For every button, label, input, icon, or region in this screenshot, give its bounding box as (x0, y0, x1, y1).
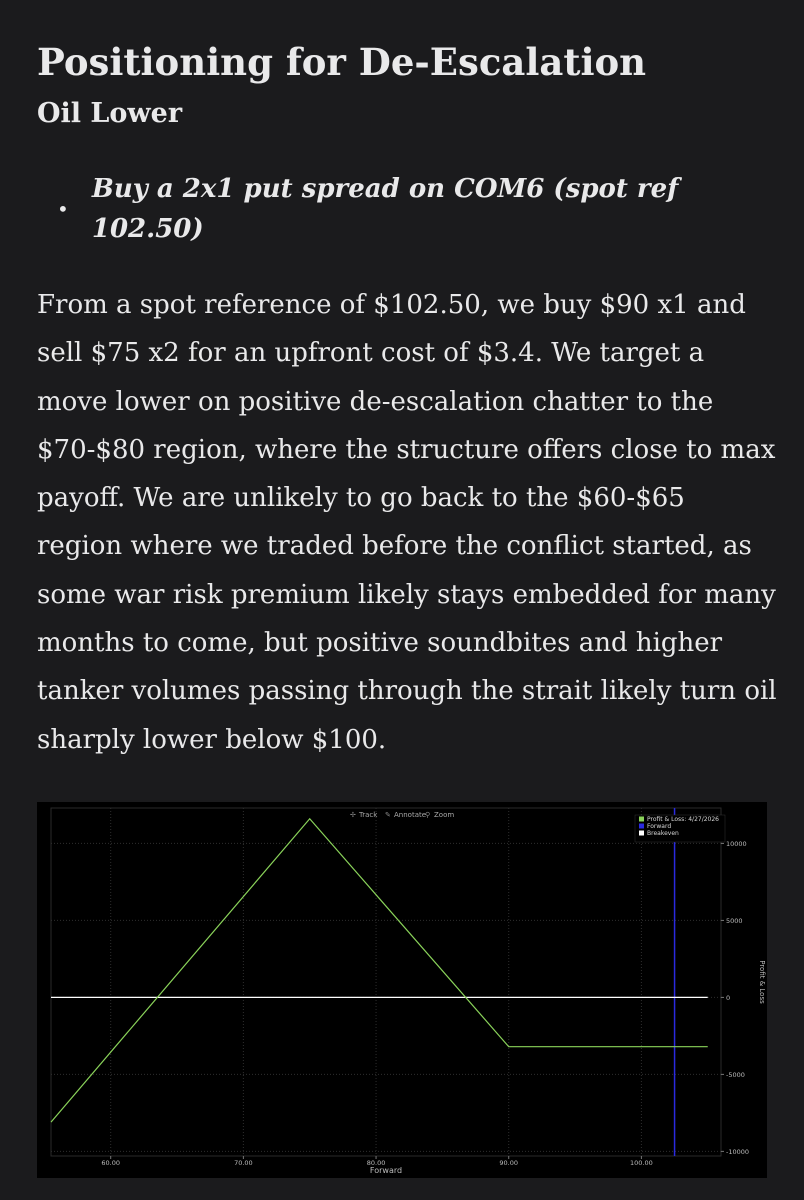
track-label: Track (359, 811, 378, 819)
zoom-button[interactable] (425, 811, 454, 819)
plot-frame (51, 808, 721, 1156)
pnl-chart-svg (37, 802, 767, 1178)
trade-bullet (37, 169, 777, 249)
track-icon: ✢ (350, 811, 356, 819)
chart-toolbar (350, 811, 454, 819)
y-tick-label: -10000 (726, 1147, 750, 1156)
annotate-label: Annotate (394, 811, 427, 819)
chart-legend (635, 815, 725, 842)
zoom-label: Zoom (434, 811, 455, 819)
y-axis-label: Profit & Loss (758, 960, 766, 1004)
x-tick-label: 100.00 (630, 1159, 653, 1167)
x-tick-label: 60.00 (101, 1159, 121, 1167)
legend-swatch (639, 817, 644, 822)
legend-label: Profit & Loss: 4/27/2026 (647, 816, 719, 823)
y-tick-label: 0 (726, 993, 731, 1002)
bullet-text: Buy a 2x1 put spread on COM6 (spot ref 102.50) (91, 174, 679, 244)
bullet-icon: • (57, 197, 69, 221)
article-subtitle: Oil Lower (37, 98, 183, 129)
x-tick-label: 80.00 (366, 1159, 386, 1167)
x-axis-label: Forward (369, 1166, 403, 1175)
y-tick-label: -5000 (726, 1070, 745, 1079)
y-tick-label: 5000 (726, 916, 743, 925)
article-title: Positioning for De-Escalation (37, 40, 647, 84)
article-body: From a spot reference of $102.50, we buy $90 x1 and sell $75 x2 for an upfront cost of $3.4. We target a move lower on positive de-escalation chatter to the $70-$80 region, where the structure offers close to max payoff. We are unlikely to go back to the $60-$65 region where we traded before the conflict started, as some war risk premium likely stays embedded for many months to come, but positive soundbites and higher tanker volumes passing through the strait likely turn oil sharply lower below $100. (37, 290, 777, 755)
legend-label: Breakeven (647, 830, 679, 837)
magnifier-icon: ⚲ (425, 811, 431, 819)
legend-swatch (639, 824, 644, 829)
pencil-icon: ✎ (385, 811, 391, 819)
pnl-chart (37, 802, 767, 1178)
x-tick-label: 90.00 (499, 1159, 519, 1167)
track-button[interactable] (350, 811, 378, 819)
y-axis (721, 840, 749, 1156)
legend-swatch (639, 831, 644, 836)
legend-label: Forward (647, 823, 672, 830)
article (37, 34, 777, 790)
y-tick-label: 10000 (726, 839, 747, 848)
x-tick-label: 70.00 (234, 1159, 253, 1167)
